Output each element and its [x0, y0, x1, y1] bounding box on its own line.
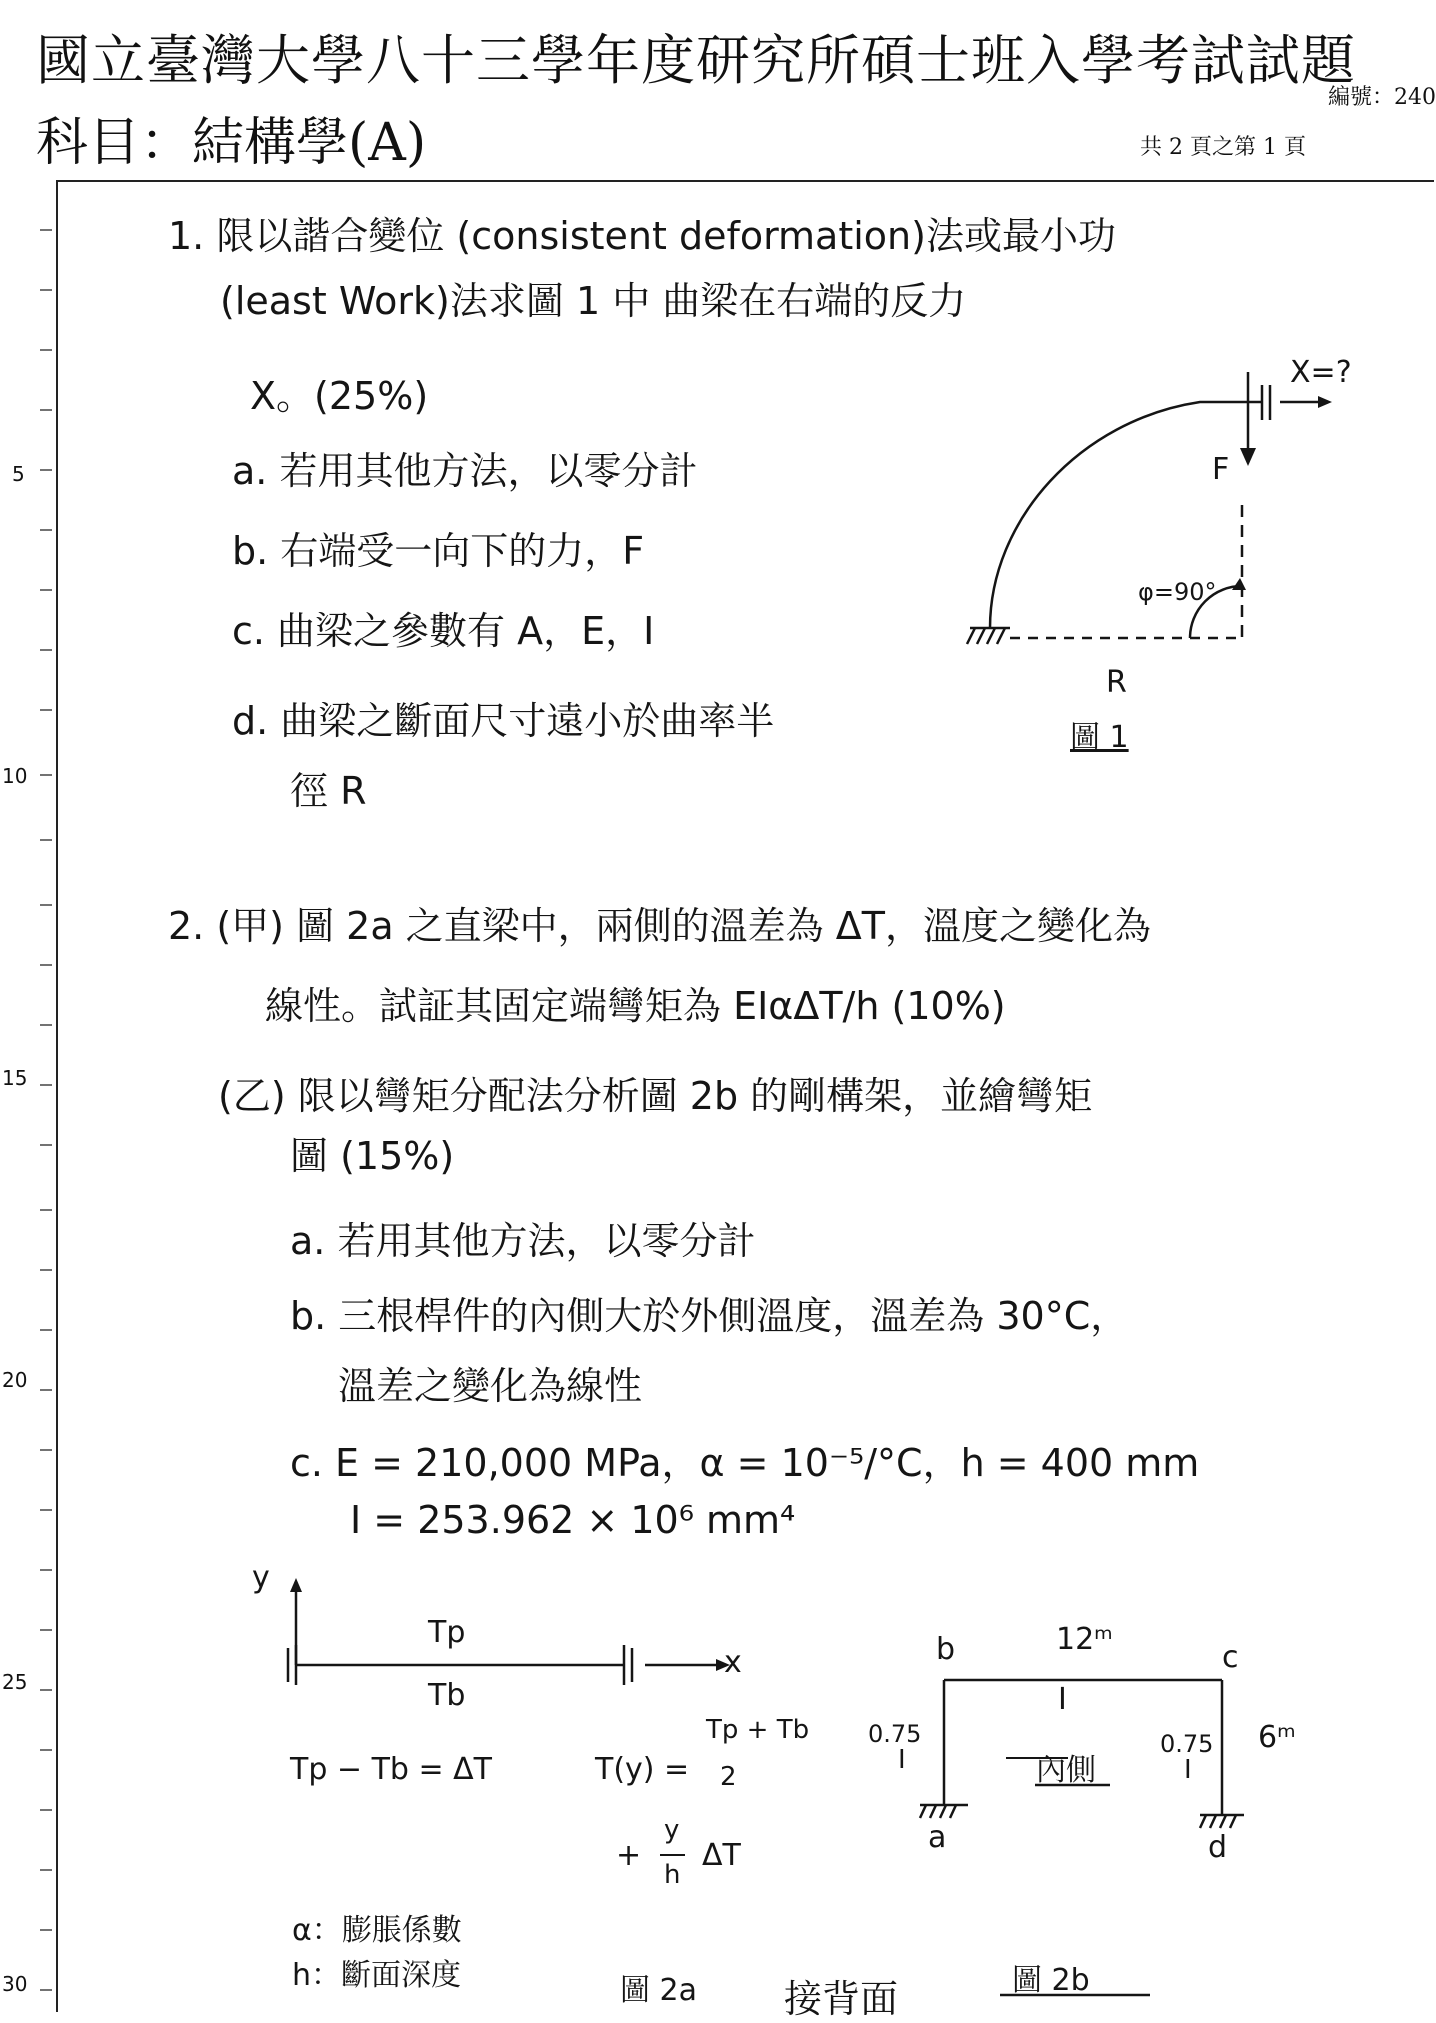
fig2a-equation-2: T(y) =: [595, 1752, 690, 1787]
fig2a-eq-numerator: Tp + Tb: [706, 1715, 810, 1745]
fig2a-tp-label: Tp: [428, 1615, 466, 1650]
fig2a-equation-1: Tp − Tb = ΔT: [290, 1752, 493, 1787]
fig2a-y-label: y: [252, 1560, 270, 1595]
page-count: 共 2 頁之第 1 頁: [1140, 135, 1306, 160]
q2-item-b-cont: 溫差之變化為線性: [338, 1364, 643, 1408]
exam-code: 編號：240: [1328, 85, 1436, 110]
fig1-caption: 圖 1: [1070, 720, 1129, 755]
q2-line-3: (乙) 限以彎矩分配法分析圖 2b 的剛構架，並繪彎矩: [218, 1074, 1093, 1118]
left-column-inertia: I: [898, 1745, 906, 1775]
subject-title: 科目：結構學(A): [36, 113, 427, 173]
fig2a-legend-alpha: α：膨脹係數: [292, 1913, 462, 1948]
ruler-number: 25: [2, 1670, 28, 1694]
q1-line-3: X。(25%): [250, 374, 429, 418]
q2-item-b: b. 三根桿件的內側大於外側溫度，溫差為 30°C，: [290, 1294, 1129, 1338]
fig2a-tb-label: Tb: [428, 1678, 466, 1713]
fig2a-legend-h: h：斷面深度: [292, 1958, 462, 1993]
q2-line-1: 2. (甲) 圖 2a 之直梁中，兩側的溫差為 ΔT，溫度之變化為: [168, 904, 1151, 948]
fig1-angle-label: φ=90°: [1138, 578, 1217, 606]
node-b-label: b: [936, 1632, 956, 1667]
fig1-x-label: X=?: [1290, 355, 1352, 390]
fig2a-eq-denominator: 2: [720, 1762, 737, 1792]
q1-line-2: (least Work)法求圖 1 中 曲梁在右端的反力: [220, 279, 967, 323]
fig2a-eq-h: h: [664, 1860, 681, 1890]
span-label: 12ᵐ: [1056, 1622, 1113, 1657]
ruler-number: 20: [2, 1368, 28, 1392]
ruler-number: 30: [2, 1972, 28, 1996]
q2-item-c: c. E = 210,000 MPa，α = 10⁻⁵/°C，h = 400 mm: [290, 1441, 1200, 1485]
q1-item-b: b. 右端受一向下的力，F: [232, 529, 645, 573]
fig2a-eq-delta-t: ΔT: [702, 1838, 741, 1873]
fig2a-x-label: x: [724, 1645, 742, 1680]
fig2a-caption: 圖 2a: [620, 1973, 698, 2008]
fig1-radius-label: R: [1106, 665, 1127, 700]
q1-line-1: 1. 限以諧合變位 (consistent deformation)法或最小功: [168, 214, 1116, 258]
right-column-inertia: I: [1184, 1755, 1192, 1785]
fig2a-eq-y: y: [664, 1815, 680, 1845]
continue-on-back: 接背面: [784, 1977, 899, 2021]
exam-title: 國立臺灣大學八十三學年度研究所碩士班入學考試試題: [36, 29, 1356, 92]
q1-item-d: d. 曲梁之斷面尺寸遠小於曲率半: [232, 699, 775, 743]
fig2b-caption: 圖 2b: [1012, 1963, 1090, 1998]
inner-side-label: 內側: [1036, 1753, 1096, 1788]
q2-item-c-cont: I = 253.962 × 10⁶ mm⁴: [350, 1498, 796, 1542]
node-d-label: d: [1208, 1830, 1228, 1865]
q1-item-d-cont: 徑 R: [290, 769, 367, 813]
node-a-label: a: [928, 1820, 947, 1855]
q2-line-4: 圖 (15%): [290, 1134, 455, 1178]
q2-item-a: a. 若用其他方法，以零分計: [290, 1219, 756, 1263]
height-label: 6ᵐ: [1258, 1720, 1296, 1755]
ruler-number: 15: [2, 1066, 28, 1090]
left-column-factor: 0.75: [868, 1720, 922, 1748]
beam-inertia-label: I: [1058, 1682, 1067, 1717]
q2-line-2: 線性。試証其固定端彎矩為 EIαΔT/h (10%): [265, 984, 1006, 1028]
right-column-factor: 0.75: [1160, 1730, 1214, 1758]
fig1-force-label: F: [1212, 452, 1230, 487]
q1-item-a: a. 若用其他方法，以零分計: [232, 449, 698, 493]
node-c-label: c: [1222, 1640, 1239, 1675]
fig2a-eq-plus: +: [616, 1838, 642, 1873]
ruler-number: 10: [2, 764, 28, 788]
ruler-number: 5: [12, 462, 25, 486]
q1-item-c: c. 曲梁之參數有 A，E，I: [232, 609, 655, 653]
